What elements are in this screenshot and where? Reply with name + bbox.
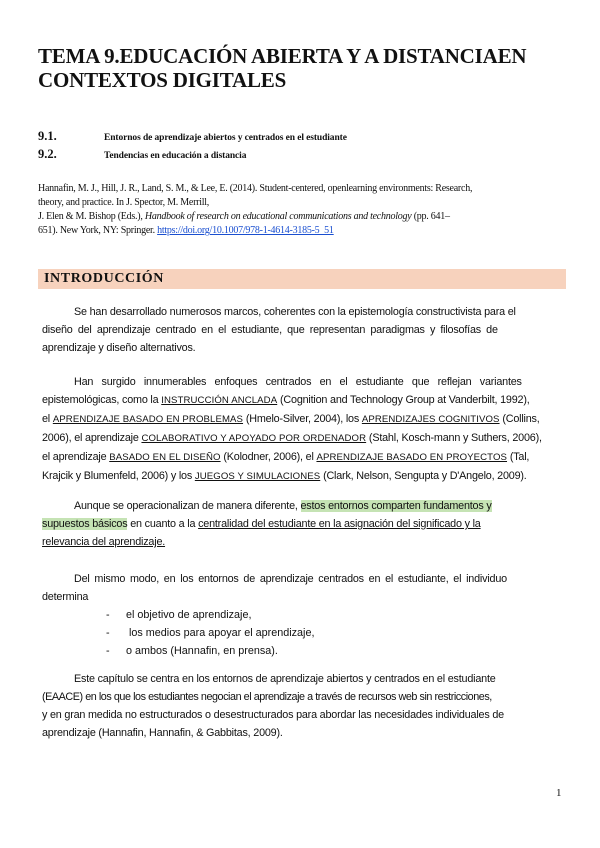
paragraph-line: [42, 533, 558, 551]
paragraph-line: [42, 429, 558, 448]
paragraph-line: [42, 467, 558, 486]
list-dash: -: [106, 645, 110, 657]
toc-item-9-1: [38, 129, 558, 144]
underlined-text: centralidad del estudiante en la asignación del significado y la: [198, 518, 481, 530]
underlined-text: relevancia del aprendizaje.: [42, 536, 166, 548]
underlined-term: INSTRUCCIÓN ANCLADA: [161, 395, 278, 406]
toc-item-9-2: [38, 147, 558, 162]
paragraph-text: 2006), el aprendizaje: [42, 432, 142, 444]
paragraph-4: [42, 570, 558, 606]
paragraph-line: y en gran medida no estructurados o desestructurados para abordar las necesidades individuales de: [42, 709, 504, 721]
title-line-1: TEMA 9.EDUCACIÓN ABIERTA Y A DISTANCIAEN: [38, 44, 527, 68]
paragraph-line: [42, 448, 558, 467]
paragraph-line: Han surgido innumerables enfoques centrados en el estudiante que reflejan variantes: [74, 376, 522, 388]
reference-book-title: Handbook of research on educational communications and technology: [144, 211, 412, 222]
paragraph-line: aprendizaje (Hannafin, Hannafin, & Gabbitas, 2009).: [42, 727, 283, 739]
paragraph-line: Se han desarrollado numerosos marcos, coherentes con la epistemología constructivista para el: [74, 306, 516, 318]
list-dash: -: [106, 609, 110, 621]
paragraph-text: (Cognition and Technology Group at Vanderbilt, 1992),: [277, 394, 530, 406]
highlighted-text: estos entornos comparten fundamentos y: [300, 500, 492, 512]
paragraph-line: [42, 410, 558, 429]
paragraph-text: (Stahl, Kosch-mann y Suthers, 2006),: [366, 432, 542, 444]
list-dash: -: [106, 627, 110, 639]
paragraph-5: [42, 670, 558, 742]
paragraph-text: Krajcik y Blumenfeld, 2006) y los: [42, 470, 195, 482]
list-item: [106, 642, 314, 660]
underlined-term: JUEGOS Y SIMULACIONES: [194, 471, 321, 482]
paragraph-text: (Collins,: [499, 413, 540, 425]
paragraph-line: diseño del aprendizaje centrado en el estudiante, que representan paradigmas y filosofías de: [42, 324, 498, 336]
paragraph-line: [42, 515, 558, 533]
paragraph-text: Aunque se operacionalizan de manera diferente,: [74, 500, 301, 512]
list-item-text: los medios para apoyar el aprendizaje,: [126, 627, 315, 639]
list-item-text: el objetivo de aprendizaje,: [126, 609, 252, 621]
paragraph-line: aprendizaje y diseño alternativos.: [42, 342, 196, 354]
underlined-term: APRENDIZAJE BASADO EN PROBLEMAS: [52, 414, 244, 425]
underlined-term: APRENDIZAJES COGNITIVOS: [361, 414, 500, 425]
reference-block: [38, 182, 562, 238]
paragraph-text: (Clark, Nelson, Sengupta y D'Angelo, 2009).: [320, 470, 527, 482]
underlined-term: APRENDIZAJE BASADO EN PROYECTOS: [316, 452, 508, 463]
toc-text: Entornos de aprendizaje abiertos y centrados en el estudiante: [104, 133, 347, 143]
section-title: INTRODUCCIÓN: [44, 271, 164, 286]
paragraph-line: [42, 497, 558, 515]
paragraph-1: [42, 303, 558, 357]
paragraph-line: determina: [42, 591, 89, 603]
doi-link[interactable]: https://doi.org/10.1007/978-1-4614-3185-5_51: [157, 225, 334, 236]
reference-line: Hannafin, M. J., Hill, J. R., Land, S. M., & Lee, E. (2014). Student-centered, openlearning environments: Research,: [38, 183, 473, 194]
paragraph-line: Del mismo modo, en los entornos de aprendizaje centrados en el estudiante, el individuo: [74, 573, 507, 585]
paragraph-text: (Tal,: [507, 451, 530, 463]
paragraph-text: en cuanto a la: [127, 518, 199, 530]
reference-text: (pp. 641–: [411, 211, 450, 222]
paragraph-text: el: [42, 413, 53, 425]
reference-text: 651). New York, NY: Springer.: [38, 225, 158, 236]
toc-number: 9.2.: [38, 147, 57, 161]
reference-line: [38, 224, 562, 238]
document-title: [38, 44, 568, 92]
title-line-2: CONTEXTOS DIGITALES: [38, 68, 287, 92]
paragraph-text: el aprendizaje: [42, 451, 110, 463]
underlined-term: BASADO EN EL DISEÑO: [109, 452, 221, 463]
reference-line: theory, and practice. In J. Spector, M. Merrill,: [38, 197, 210, 208]
reference-text: J. Elen & M. Bishop (Eds.),: [38, 211, 145, 222]
paragraph-line: Este capítulo se centra en los entornos de aprendizaje abiertos y centrados en el estudiante: [74, 673, 496, 685]
bullet-list: [106, 606, 314, 660]
paragraph-3: [42, 497, 558, 551]
list-item-text: o ambos (Hannafin, en prensa).: [126, 645, 278, 657]
highlighted-text: supuestos básicos: [42, 518, 128, 530]
paragraph-line: (EAACE) en los que los estudiantes negocian el aprendizaje a través de recursos web sin restricciones,: [42, 691, 492, 703]
toc-number: 9.1.: [38, 129, 57, 143]
reference-line: [38, 210, 562, 224]
paragraph-text: (Hmelo-Silver, 2004), los: [243, 413, 362, 425]
underlined-term: COLABORATIVO Y APOYADO POR ORDENADOR: [141, 433, 367, 444]
paragraph-text: epistemológicas, como la: [42, 394, 162, 406]
paragraph-2: [42, 373, 558, 486]
list-item: [106, 606, 314, 624]
toc-text: Tendencias en educación a distancia: [104, 151, 247, 161]
paragraph-text: (Kolodner, 2006), el: [220, 451, 317, 463]
list-item: [106, 624, 314, 642]
paragraph-line: [42, 391, 558, 410]
page-number: 1: [556, 787, 562, 799]
